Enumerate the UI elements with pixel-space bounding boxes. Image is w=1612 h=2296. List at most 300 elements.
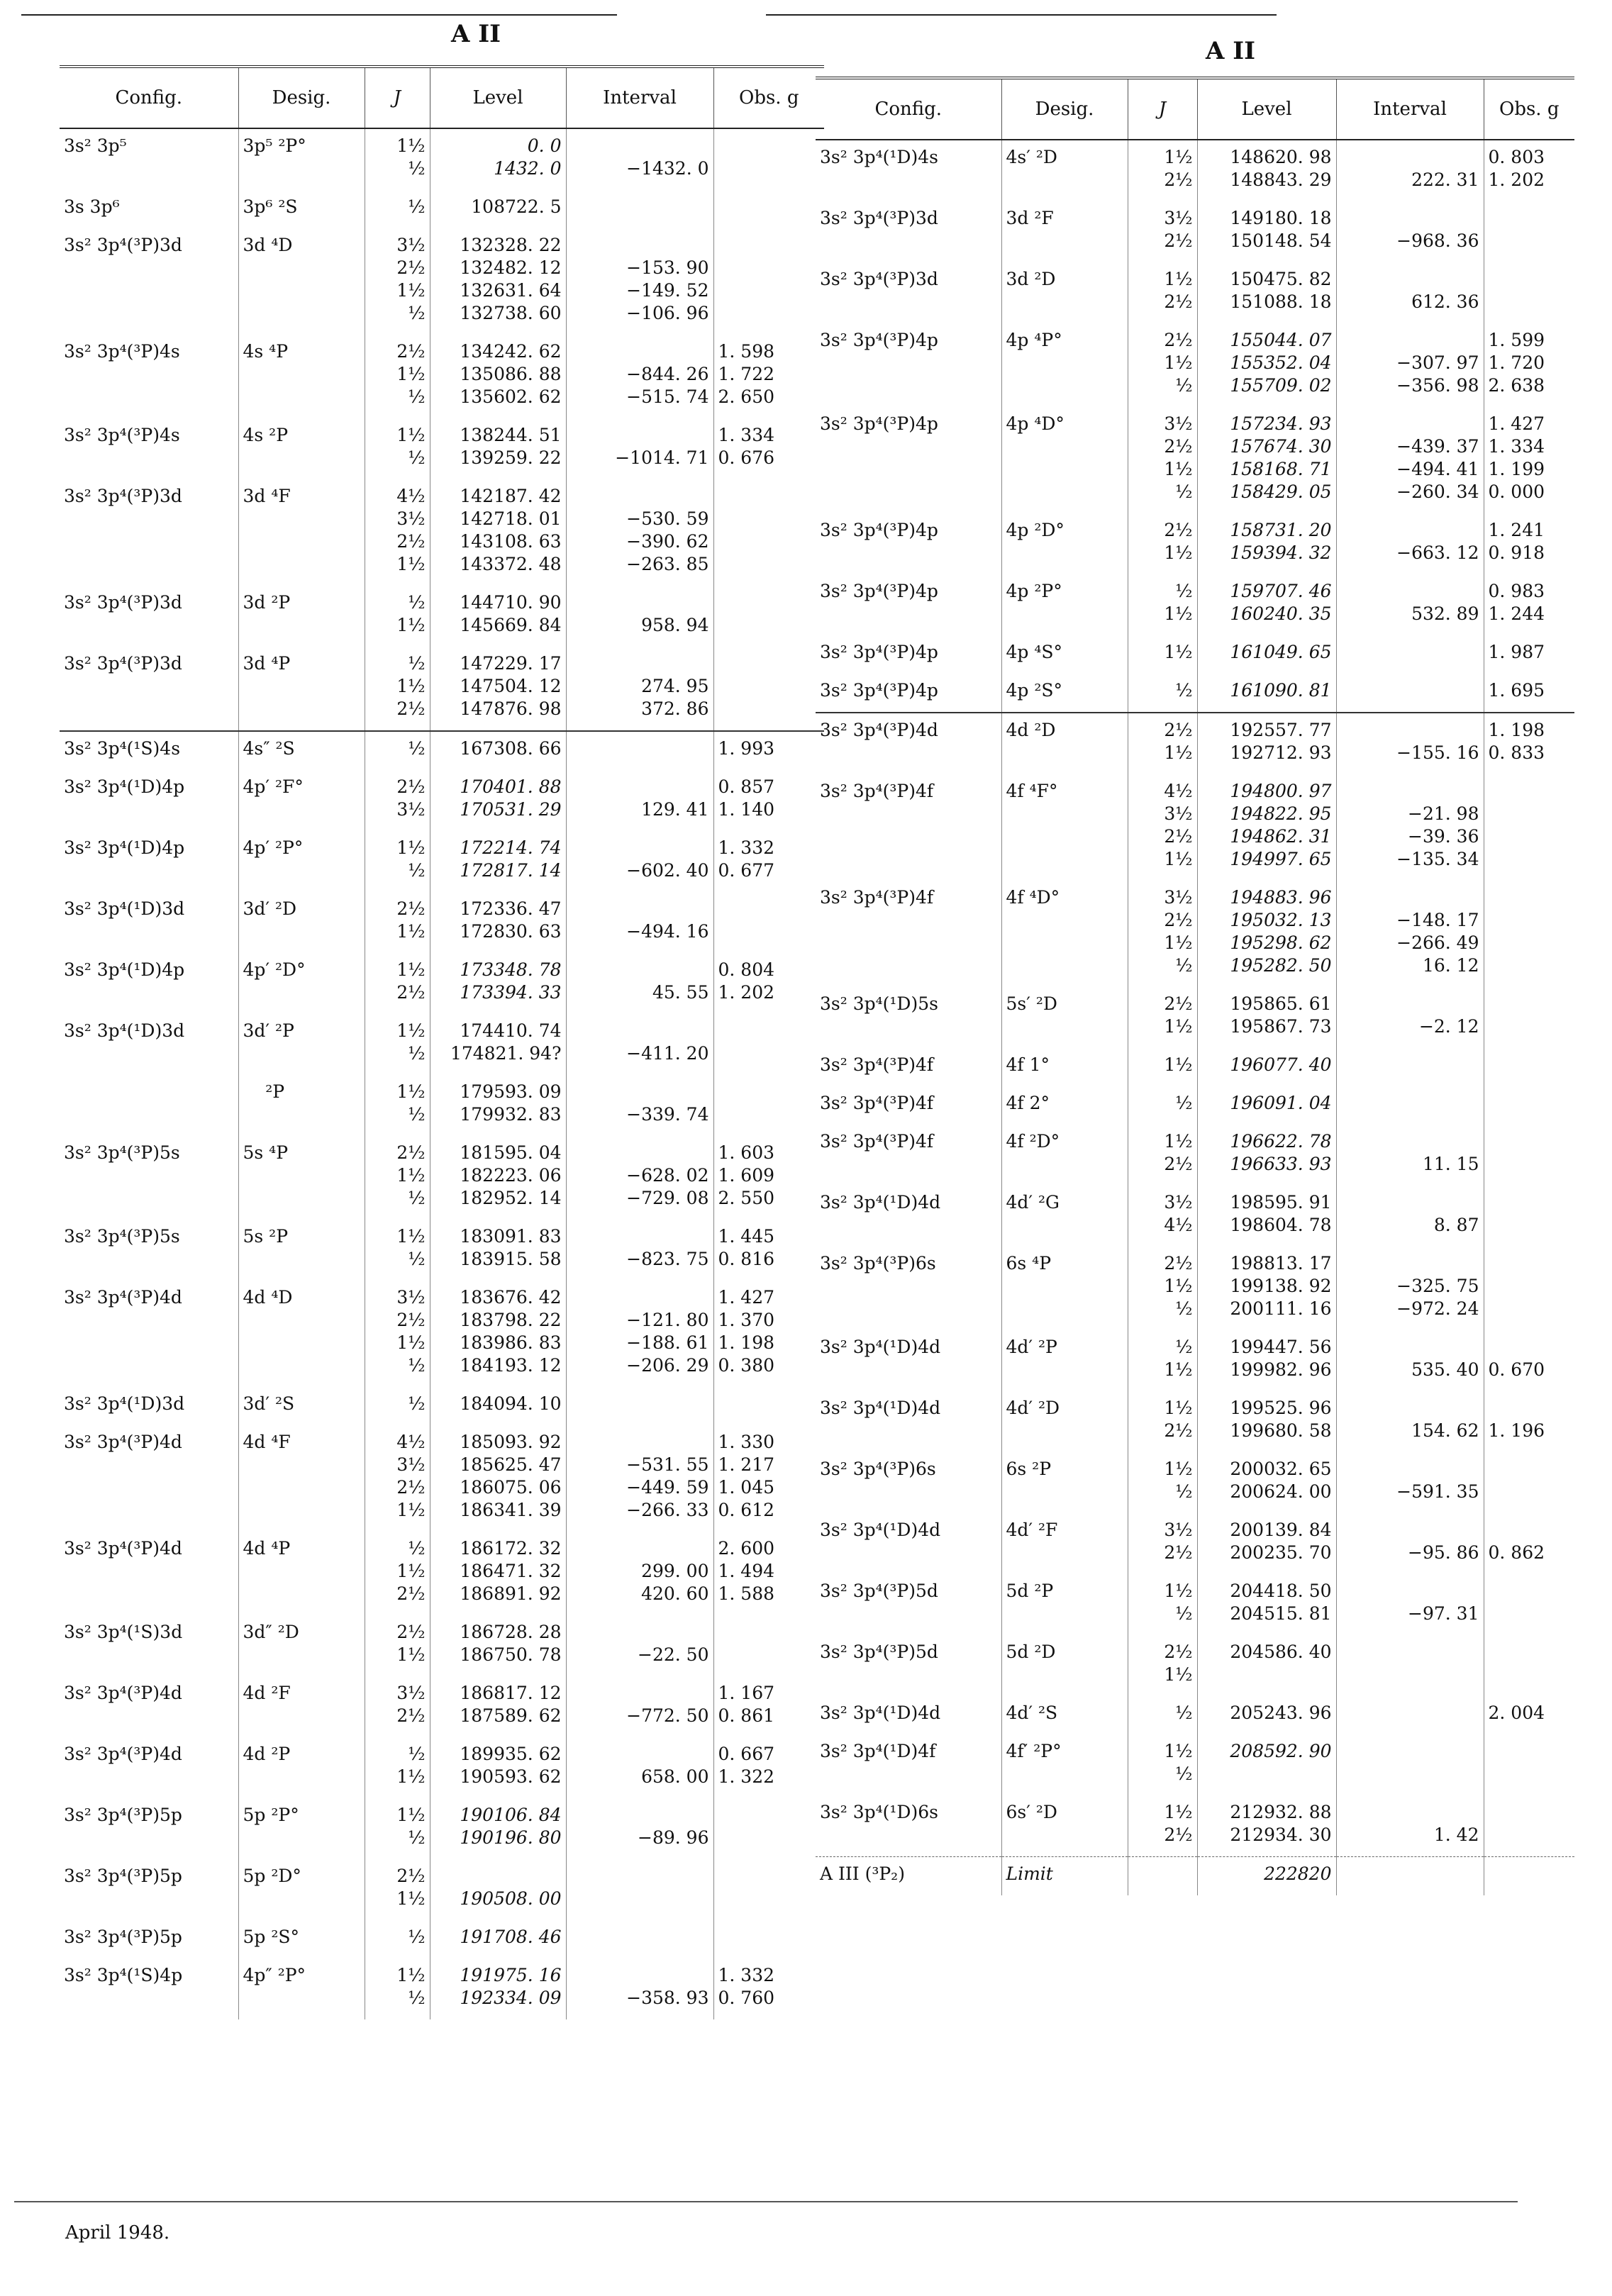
config-cell: 3s² 3p⁴(³P)3d xyxy=(64,486,182,506)
obs-g-cell: 2. 600 1. 494 1. 588 xyxy=(713,1532,824,1615)
interval-cell xyxy=(566,1387,713,1425)
interval-cell: −411. 20 xyxy=(566,1014,713,1075)
j-value-cell: 1½ ½ xyxy=(1128,1452,1197,1513)
config-cell: 3s² 3p⁴(³P)3d xyxy=(64,653,182,674)
obs-g-cell xyxy=(1484,1247,1574,1330)
interval-cell: −968. 36 xyxy=(1336,201,1484,262)
config-cell: 3s² 3p⁵ xyxy=(64,135,127,156)
level-cell: 192557. 77 192712. 93 xyxy=(1197,713,1336,774)
designation-cell: 4s′ ²D xyxy=(1001,140,1128,201)
table-row xyxy=(816,1513,1574,1574)
column-header-obs-g: Obs. g xyxy=(713,67,824,128)
config-cell: 3s² 3p⁴(³P)5s xyxy=(64,1142,180,1163)
level-cell: 189935. 62 190593. 62 xyxy=(430,1737,566,1798)
limit-interval xyxy=(1336,1857,1484,1896)
column-header-level: Level xyxy=(430,67,566,128)
j-value-cell: 1½ ½ xyxy=(1128,1574,1197,1635)
interval-cell: 532. 89 xyxy=(1336,574,1484,635)
designation-cell: 4f′ ²P° xyxy=(1001,1734,1128,1795)
config-cell: 3s² 3p⁴(¹D)4s xyxy=(820,147,938,167)
table-header-row xyxy=(816,78,1574,140)
designation-cell: 6s ²P xyxy=(1001,1452,1128,1513)
interval-cell: −325. 75 −972. 24 xyxy=(1336,1247,1484,1330)
table-row xyxy=(60,770,824,831)
config-cell: 3s² 3p⁴(³P)4d xyxy=(64,1432,182,1452)
obs-g-cell: 1. 599 1. 720 2. 638 xyxy=(1484,323,1574,407)
interval-cell: −844. 26 −515. 74 xyxy=(566,335,713,418)
config-cell xyxy=(60,1075,238,1136)
designation-cell: 4d′ ²D xyxy=(1001,1391,1128,1452)
designation-cell: 3p⁵ ²P° xyxy=(238,128,365,190)
table-row xyxy=(60,1425,824,1532)
designation-cell: 4p ²P° xyxy=(1001,574,1128,635)
interval-cell: 11. 15 xyxy=(1336,1125,1484,1186)
table-row xyxy=(816,1574,1574,1635)
table-row xyxy=(816,407,1574,513)
obs-g-cell: 1. 598 1. 722 2. 650 xyxy=(713,335,824,418)
designation-cell: 3p⁶ ²S xyxy=(238,190,365,228)
designation-cell: 5p ²S° xyxy=(238,1920,365,1958)
designation-cell: 4d ²D xyxy=(1001,713,1128,774)
table-row xyxy=(816,1696,1574,1734)
level-cell: 196077. 40 xyxy=(1197,1048,1336,1086)
level-cell: 190106. 84 190196. 80 xyxy=(430,1798,566,1859)
obs-g-cell xyxy=(713,1798,824,1859)
level-cell: 183676. 42 183798. 22 183986. 83 184193. 12 xyxy=(430,1281,566,1387)
obs-g-cell xyxy=(1484,1574,1574,1635)
j-value-cell: 1½ 2½ xyxy=(1128,262,1197,323)
decorative-rule xyxy=(766,14,1277,16)
table-row xyxy=(60,1615,824,1676)
table-row xyxy=(816,513,1574,574)
column-header-j: J xyxy=(365,67,430,128)
level-cell: 172214. 74 172817. 14 xyxy=(430,831,566,892)
config-cell: 3s² 3p⁴(³P)5s xyxy=(64,1226,180,1247)
j-value-cell: ½ xyxy=(1128,674,1197,713)
designation-cell: 3d′ ²D xyxy=(238,892,365,953)
table-row xyxy=(60,953,824,1014)
column-header-config: Config. xyxy=(60,67,238,128)
config-cell: 3s² 3p⁴(¹D)5s xyxy=(820,993,938,1014)
obs-g-cell xyxy=(1484,201,1574,262)
designation-cell: 4f 1° xyxy=(1001,1048,1128,1086)
designation-cell: 3d ⁴D xyxy=(238,228,365,335)
j-value-cell: 3½ 2½ 1½ ½ xyxy=(365,228,430,335)
designation-cell: 3d ²F xyxy=(1001,201,1128,262)
table-row xyxy=(60,1136,824,1220)
obs-g-cell: 1. 332 0. 677 xyxy=(713,831,824,892)
j-value-cell: 2½ 1½ ½ xyxy=(365,1136,430,1220)
designation-cell: 4f ²D° xyxy=(1001,1125,1128,1186)
designation-cell: 6s′ ²D xyxy=(1001,1795,1128,1857)
level-cell: 196091. 04 xyxy=(1197,1086,1336,1125)
j-value-cell: 4½ 3½ 2½ 1½ xyxy=(1128,774,1197,881)
config-cell: 3s² 3p⁴(³P)4d xyxy=(64,1287,182,1308)
obs-g-cell xyxy=(713,892,824,953)
table-row xyxy=(60,1859,824,1920)
level-cell: 134242. 62 135086. 88 135602. 62 xyxy=(430,335,566,418)
config-cell: 3s² 3p⁴(³P)5d xyxy=(820,1581,938,1601)
j-value-cell: ½ 1½ xyxy=(1128,1330,1197,1391)
interval-cell: −1432. 0 xyxy=(566,128,713,190)
j-value-cell: 1½ ½ xyxy=(365,831,430,892)
j-value-cell: 1½ ½ xyxy=(365,1958,430,2019)
interval-cell: 299. 00 420. 60 xyxy=(566,1532,713,1615)
table-row xyxy=(816,1635,1574,1696)
interval-cell xyxy=(566,1859,713,1920)
designation-cell: 5d ²D xyxy=(1001,1635,1128,1696)
interval-cell: −155. 16 xyxy=(1336,713,1484,774)
level-cell: 212932. 88 212934. 30 xyxy=(1197,1795,1336,1857)
level-cell: 0. 0 1432. 0 xyxy=(430,128,566,190)
config-cell: 3s² 3p⁴(¹D)4d xyxy=(820,1520,941,1540)
obs-g-cell xyxy=(1484,1635,1574,1696)
interval-cell: −494. 16 xyxy=(566,892,713,953)
table-row xyxy=(60,1532,824,1615)
config-cell: 3s² 3p⁴(³P)4f xyxy=(820,1093,934,1113)
designation-cell: 4d ⁴P xyxy=(238,1532,365,1615)
j-value-cell: ½ 1½ xyxy=(365,1737,430,1798)
interval-cell: 535. 40 xyxy=(1336,1330,1484,1391)
config-cell: 3s² 3p⁴(¹D)4d xyxy=(820,1398,941,1418)
interval-cell: −339. 74 xyxy=(566,1075,713,1136)
j-value-cell: ½ 1½ xyxy=(1128,574,1197,635)
obs-g-cell: 1. 196 xyxy=(1484,1391,1574,1452)
config-cell: 3s² 3p⁴(³P)4d xyxy=(64,1744,182,1764)
config-cell: 3s² 3p⁴(¹D)4p xyxy=(64,776,185,797)
designation-cell: 3d′ ²S xyxy=(238,1387,365,1425)
obs-g-cell: 1. 241 0. 918 xyxy=(1484,513,1574,574)
interval-cell: −628. 02 −729. 08 xyxy=(566,1136,713,1220)
interval-cell: −95. 86 xyxy=(1336,1513,1484,1574)
level-cell: 191708. 46 xyxy=(430,1920,566,1958)
column-header-desig: Desig. xyxy=(1001,78,1128,140)
table-body-left xyxy=(60,128,824,2019)
config-cell: 3s² 3p⁴(¹D)4d xyxy=(820,1703,941,1723)
interval-cell: 154. 62 xyxy=(1336,1391,1484,1452)
designation-cell: 4f ⁴F° xyxy=(1001,774,1128,881)
config-cell: 3s² 3p⁴(³P)4p xyxy=(820,413,938,434)
config-cell: 3s² 3p⁴(¹D)4d xyxy=(820,1337,941,1357)
ionization-limit-row xyxy=(816,1857,1574,1896)
obs-g-cell: 0. 857 1. 140 xyxy=(713,770,824,831)
level-cell: 191975. 16 192334. 09 xyxy=(430,1958,566,2019)
config-cell: 3s² 3p⁴(³P)4d xyxy=(816,713,1001,774)
table-row xyxy=(816,1125,1574,1186)
table-row xyxy=(60,1014,824,1075)
obs-g-cell xyxy=(713,647,824,731)
config-cell: 3s² 3p⁴(³P)4s xyxy=(64,341,180,362)
interval-cell xyxy=(566,190,713,228)
table-row xyxy=(816,1186,1574,1247)
obs-g-cell: 0. 670 xyxy=(1484,1330,1574,1391)
j-value-cell: ½ xyxy=(365,731,430,770)
designation-cell: 5p ²P° xyxy=(238,1798,365,1859)
level-cell: 185093. 92 185625. 47 186075. 06 186341. 39 xyxy=(430,1425,566,1532)
decorative-rule xyxy=(21,14,617,16)
designation-cell: 4d ⁴F xyxy=(238,1425,365,1532)
interval-cell: −530. 59 −390. 62 −263. 85 xyxy=(566,479,713,586)
interval-cell: 958. 94 xyxy=(566,586,713,647)
config-cell: 3s² 3p⁴(³P)4d xyxy=(64,1683,182,1703)
table-row xyxy=(816,1452,1574,1513)
interval-cell: 222. 31 xyxy=(1336,140,1484,201)
interval-cell: −439. 37 −494. 41 −260. 34 xyxy=(1336,407,1484,513)
j-value-cell: ½ 1½ 2½ xyxy=(365,1532,430,1615)
table-row xyxy=(816,140,1574,201)
designation-cell: 4p″ ²P° xyxy=(238,1958,365,2019)
level-cell: 181595. 04 182223. 06 182952. 14 xyxy=(430,1136,566,1220)
j-value-cell: 1½ ½ xyxy=(365,128,430,190)
interval-cell: −97. 31 xyxy=(1336,1574,1484,1635)
column-header-j: J xyxy=(1128,78,1197,140)
obs-g-cell: 1. 993 xyxy=(713,731,824,770)
table-row xyxy=(816,201,1574,262)
level-cell: 150475. 82 151088. 18 xyxy=(1197,262,1336,323)
table-row xyxy=(60,731,824,770)
interval-cell: 129. 41 xyxy=(566,770,713,831)
j-value-cell: 1½ ½ xyxy=(1128,1734,1197,1795)
config-cell: 3s² 3p⁴(³P)3d xyxy=(64,592,182,613)
designation-cell: 4f ⁴D° xyxy=(1001,881,1128,987)
table-row xyxy=(60,892,824,953)
level-cell: 144710. 90 145669. 84 xyxy=(430,586,566,647)
config-cell: 3s² 3p⁴(³P)3d xyxy=(64,235,182,255)
designation-cell: 4s ⁴P xyxy=(238,335,365,418)
j-value-cell: 3½ 2½ xyxy=(1128,1513,1197,1574)
designation-cell: 4p ²S° xyxy=(1001,674,1128,713)
level-cell: 196622. 78 196633. 93 xyxy=(1197,1125,1336,1186)
interval-cell: 45. 55 xyxy=(566,953,713,1014)
interval-cell: −602. 40 xyxy=(566,831,713,892)
column-header-desig: Desig. xyxy=(238,67,365,128)
level-cell: 148620. 98 148843. 29 xyxy=(1197,140,1336,201)
level-cell: 147229. 17 147504. 12 147876. 98 xyxy=(430,647,566,731)
j-value-cell: 2½ 1½ xyxy=(1128,513,1197,574)
bottom-rule xyxy=(14,2201,1518,2202)
level-cell: 204586. 40 xyxy=(1197,1635,1336,1696)
obs-g-cell: 1. 332 0. 760 xyxy=(713,1958,824,2019)
config-cell: 3s² 3p⁴(³P)5p xyxy=(64,1927,182,1947)
designation-cell: 4p′ ²F° xyxy=(238,770,365,831)
designation-cell: 4p ⁴D° xyxy=(1001,407,1128,513)
designation-cell: 4d′ ²F xyxy=(1001,1513,1128,1574)
level-cell: 158731. 20 159394. 32 xyxy=(1197,513,1336,574)
level-cell: 200032. 65 200624. 00 xyxy=(1197,1452,1336,1513)
config-cell: 3s² 3p⁴(³P)4p xyxy=(820,581,938,601)
level-cell: 149180. 18 150148. 54 xyxy=(1197,201,1336,262)
level-cell: 161049. 65 xyxy=(1197,635,1336,674)
obs-g-cell xyxy=(1484,1186,1574,1247)
table-row xyxy=(60,190,824,228)
obs-g-cell xyxy=(1484,881,1574,987)
config-cell: 3s² 3p⁴(³P)6s xyxy=(820,1253,936,1274)
config-cell: 3s² 3p⁴(³P)4p xyxy=(820,642,938,662)
level-cell: 155044. 07 155352. 04 155709. 02 xyxy=(1197,323,1336,407)
designation-cell: 3d′ ²P xyxy=(238,1014,365,1075)
j-value-cell: 2½ 1½ ½ xyxy=(1128,323,1197,407)
j-value-cell: 3½ 2½ 1½ ½ xyxy=(1128,407,1197,513)
designation-cell: 6s ⁴P xyxy=(1001,1247,1128,1330)
table-body-right xyxy=(816,140,1574,1857)
interval-cell: 8. 87 xyxy=(1336,1186,1484,1247)
table-row xyxy=(816,262,1574,323)
obs-g-cell xyxy=(713,228,824,335)
obs-g-cell xyxy=(713,1387,824,1425)
j-value-cell: 3½ 2½ xyxy=(1128,201,1197,262)
designation-cell: 3d ²P xyxy=(238,586,365,647)
level-cell: 157234. 93 157674. 30 158168. 71 158429. 05 xyxy=(1197,407,1336,513)
level-cell: 208592. 90 xyxy=(1197,1734,1336,1795)
config-cell: 3s² 3p⁴(¹D)3d xyxy=(64,898,185,919)
designation-cell: 4s″ ²S xyxy=(238,731,365,770)
j-value-cell: 2½ 1½ xyxy=(1128,987,1197,1048)
obs-g-cell: 1. 427 1. 370 1. 198 0. 380 xyxy=(713,1281,824,1387)
table-row xyxy=(816,987,1574,1048)
table-row xyxy=(60,128,824,190)
page-title-left: A II xyxy=(451,20,501,48)
designation-cell: 5s′ ²D xyxy=(1001,987,1128,1048)
level-cell: 179593. 09 179932. 83 xyxy=(430,1075,566,1136)
level-cell: 190508. 00 xyxy=(430,1859,566,1920)
obs-g-cell: 0. 803 1. 202 xyxy=(1484,140,1574,201)
config-cell: 3s² 3p⁴(¹S)4p xyxy=(64,1965,183,1985)
obs-g-cell xyxy=(1484,1452,1574,1513)
obs-g-cell xyxy=(1484,1125,1574,1186)
config-cell: 3s² 3p⁴(¹D)3d xyxy=(64,1393,185,1414)
config-cell: 3s² 3p⁴(³P)3d xyxy=(820,208,938,228)
level-cell: 199525. 96 199680. 58 xyxy=(1197,1391,1336,1452)
j-value-cell: 2½ 1½ xyxy=(365,1859,430,1920)
level-cell: 184094. 10 xyxy=(430,1387,566,1425)
level-cell: 186172. 32 186471. 32 186891. 92 xyxy=(430,1532,566,1615)
level-cell: 138244. 51 139259. 22 xyxy=(430,418,566,479)
table-row xyxy=(60,1387,824,1425)
config-cell: 3s² 3p⁴(³P)5d xyxy=(820,1642,938,1662)
j-value-cell: 4½ 3½ 2½ 1½ xyxy=(365,479,430,586)
interval-cell xyxy=(566,731,713,770)
interval-cell xyxy=(1336,1086,1484,1125)
config-cell: 3s² 3p⁴(³P)4d xyxy=(64,1538,182,1559)
designation-cell: 4d′ ²S xyxy=(1001,1696,1128,1734)
table-row xyxy=(60,1737,824,1798)
j-value-cell: 2½ 1½ xyxy=(1128,713,1197,774)
j-value-cell: 3½ 2½ xyxy=(365,1676,430,1737)
j-value-cell: ½ xyxy=(1128,1086,1197,1125)
table-row xyxy=(816,713,1574,774)
obs-g-cell xyxy=(713,1075,824,1136)
interval-cell: −1014. 71 xyxy=(566,418,713,479)
config-cell: 3s² 3p⁴(³P)3d xyxy=(820,269,938,289)
obs-g-cell xyxy=(1484,1048,1574,1086)
config-cell: 3s² 3p⁴(³P)6s xyxy=(820,1459,936,1479)
config-cell: 3s² 3p⁴(³P)4p xyxy=(820,680,938,701)
obs-g-cell: 1. 334 0. 676 xyxy=(713,418,824,479)
level-cell: 173348. 78 173394. 33 xyxy=(430,953,566,1014)
config-cell: 3s² 3p⁴(¹D)3d xyxy=(64,1020,185,1041)
interval-cell: 1. 42 xyxy=(1336,1795,1484,1857)
j-value-cell: 1½ ½ xyxy=(365,1798,430,1859)
config-cell: 3s² 3p⁴(³P)4p xyxy=(820,330,938,350)
obs-g-cell xyxy=(713,586,824,647)
interval-cell xyxy=(1336,674,1484,713)
table-row xyxy=(816,1247,1574,1330)
table-row xyxy=(60,1676,824,1737)
level-cell: 198813. 17 199138. 92 200111. 16 xyxy=(1197,1247,1336,1330)
designation-cell: 4d′ ²P xyxy=(1001,1330,1128,1391)
j-value-cell: 1½ 2½ xyxy=(1128,1391,1197,1452)
level-cell: 205243. 96 xyxy=(1197,1696,1336,1734)
config-cell: 3s² 3p⁴(¹D)4f xyxy=(820,1741,936,1761)
table-row xyxy=(816,574,1574,635)
j-value-cell: 1½ ½ xyxy=(365,1014,430,1075)
level-cell: 161090. 81 xyxy=(1197,674,1336,713)
designation-cell: 5p ²D° xyxy=(238,1859,365,1920)
level-cell: 142187. 42 142718. 01 143108. 63 143372. 48 xyxy=(430,479,566,586)
obs-g-cell: 0. 983 1. 244 xyxy=(1484,574,1574,635)
j-value-cell: ½ xyxy=(1128,1696,1197,1734)
level-cell: 204418. 50 204515. 81 xyxy=(1197,1574,1336,1635)
designation-cell: 4d ²F xyxy=(238,1676,365,1737)
interval-cell: −148. 17 −266. 49 16. 12 xyxy=(1336,881,1484,987)
footer-date: April 1948. xyxy=(65,2222,170,2244)
interval-cell xyxy=(1336,1696,1484,1734)
table-row xyxy=(60,1958,824,2019)
j-value-cell: 2½ 1½ ½ xyxy=(365,335,430,418)
table-row xyxy=(60,1075,824,1136)
level-cell: 167308. 66 xyxy=(430,731,566,770)
designation-cell: 4f 2° xyxy=(1001,1086,1128,1125)
j-value-cell: 2½ 1½ xyxy=(1128,1635,1197,1696)
interval-cell: −591. 35 xyxy=(1336,1452,1484,1513)
interval-cell: −2. 12 xyxy=(1336,987,1484,1048)
level-cell: 200139. 84 200235. 70 xyxy=(1197,1513,1336,1574)
j-value-cell: ½ xyxy=(365,1387,430,1425)
obs-g-cell xyxy=(1484,1734,1574,1795)
config-cell: 3s² 3p⁴(³P)4f xyxy=(820,1131,934,1152)
obs-g-cell xyxy=(1484,774,1574,881)
obs-g-cell xyxy=(713,1859,824,1920)
obs-g-cell: 1. 987 xyxy=(1484,635,1574,674)
designation-cell: 4p ⁴P° xyxy=(1001,323,1128,407)
table-row xyxy=(816,1048,1574,1086)
limit-j xyxy=(1128,1857,1197,1896)
level-cell: 183091. 83 183915. 58 xyxy=(430,1220,566,1281)
obs-g-cell: 0. 667 1. 322 xyxy=(713,1737,824,1798)
energy-level-table-left xyxy=(60,65,824,2019)
config-cell: 3s² 3p⁴(¹D)4d xyxy=(820,1192,941,1213)
level-cell: 199447. 56 199982. 96 xyxy=(1197,1330,1336,1391)
level-cell: 194883. 96 195032. 13 195298. 62 195282. 50 xyxy=(1197,881,1336,987)
designation-cell: 5s ²P xyxy=(238,1220,365,1281)
designation-cell: 4s ²P xyxy=(238,418,365,479)
interval-cell: −823. 75 xyxy=(566,1220,713,1281)
config-cell: 3s² 3p⁴(³P)4p xyxy=(820,520,938,540)
interval-cell xyxy=(566,1920,713,1958)
table-row xyxy=(816,1086,1574,1125)
j-value-cell: 3½ 4½ xyxy=(1128,1186,1197,1247)
interval-cell: −21. 98 −39. 36 −135. 34 xyxy=(1336,774,1484,881)
table-row xyxy=(60,335,824,418)
obs-g-cell xyxy=(1484,987,1574,1048)
level-cell: 186817. 12 187589. 62 xyxy=(430,1676,566,1737)
table-row xyxy=(60,647,824,731)
j-value-cell: 1½ 2½ xyxy=(1128,1795,1197,1857)
table-row xyxy=(816,1330,1574,1391)
table-row xyxy=(816,635,1574,674)
j-value-cell: 1½ xyxy=(1128,635,1197,674)
level-cell: 198595. 91 198604. 78 xyxy=(1197,1186,1336,1247)
